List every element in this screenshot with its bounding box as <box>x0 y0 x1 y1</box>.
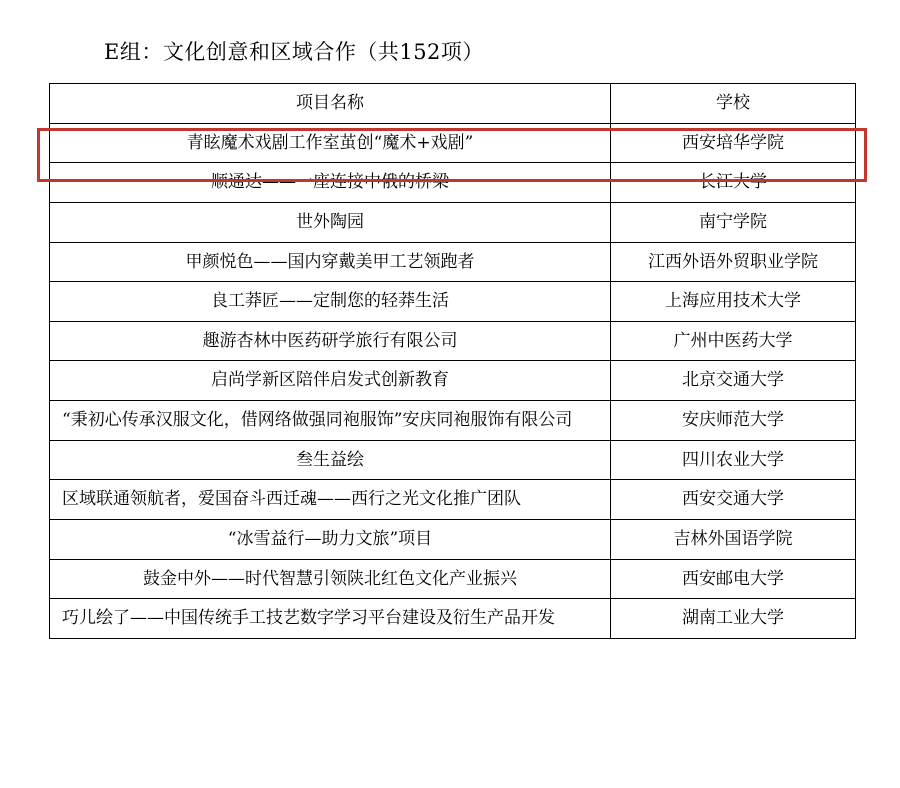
project-list-table <box>49 83 856 639</box>
table-row <box>50 520 856 560</box>
cell-project-name: 启尚学新区陪伴启发式创新教育 <box>50 361 611 401</box>
cell-school: 四川农业大学 <box>611 440 856 480</box>
cell-school: 西安交通大学 <box>611 480 856 520</box>
table-row <box>50 202 856 242</box>
table-row <box>50 242 856 282</box>
cell-project-name: 叁生益绘 <box>50 440 611 480</box>
column-header-school: 学校 <box>611 84 856 124</box>
table-row <box>50 559 856 599</box>
column-header-project-name: 项目名称 <box>50 84 611 124</box>
cell-school: 安庆师范大学 <box>611 401 856 441</box>
table-row <box>50 282 856 322</box>
cell-project-name: “秉初心传承汉服文化，借网络做强同袍服饰”安庆同袍服饰有限公司 <box>50 401 611 441</box>
cell-project-name: 良工莽匠——定制您的轻莽生活 <box>50 282 611 322</box>
cell-school: 长江大学 <box>611 163 856 203</box>
cell-school: 上海应用技术大学 <box>611 282 856 322</box>
cell-project-name: 区域联通领航者，爱国奋斗西迁魂——西行之光文化推广团队 <box>50 480 611 520</box>
cell-project-name: 巧儿绘了——中国传统手工技艺数字学习平台建设及衍生产品开发 <box>50 599 611 639</box>
table-row <box>50 480 856 520</box>
cell-school: 吉林外国语学院 <box>611 520 856 560</box>
cell-project-name: 趣游杏林中医药研学旅行有限公司 <box>50 321 611 361</box>
table-row <box>50 361 856 401</box>
cell-school: 北京交通大学 <box>611 361 856 401</box>
table-row <box>50 321 856 361</box>
table-row <box>50 599 856 639</box>
table-body <box>50 123 856 638</box>
project-list-table-wrap <box>49 83 855 639</box>
cell-school: 江西外语外贸职业学院 <box>611 242 856 282</box>
cell-project-name: 鼓金中外——时代智慧引领陕北红色文化产业振兴 <box>50 559 611 599</box>
table-row <box>50 401 856 441</box>
cell-school: 广州中医药大学 <box>611 321 856 361</box>
table-header-row <box>50 84 856 124</box>
table-row <box>50 440 856 480</box>
table-header <box>50 84 856 124</box>
table-row <box>50 163 856 203</box>
table-row <box>50 123 856 163</box>
cell-project-name: “冰雪益行—助力文旅”项目 <box>50 520 611 560</box>
cell-project-name: 世外陶园 <box>50 202 611 242</box>
cell-school: 湖南工业大学 <box>611 599 856 639</box>
cell-school: 南宁学院 <box>611 202 856 242</box>
cell-school: 西安邮电大学 <box>611 559 856 599</box>
cell-project-name: 青眩魔术戏剧工作室茧创“魔术+戏剧” <box>50 123 611 163</box>
cell-project-name: 甲颜悦色——国内穿戴美甲工艺领跑者 <box>50 242 611 282</box>
cell-project-name: 顺通达——一座连接中俄的桥梁 <box>50 163 611 203</box>
page-title: E组：文化创意和区域合作（共152项） <box>104 40 484 64</box>
cell-school: 西安培华学院 <box>611 123 856 163</box>
